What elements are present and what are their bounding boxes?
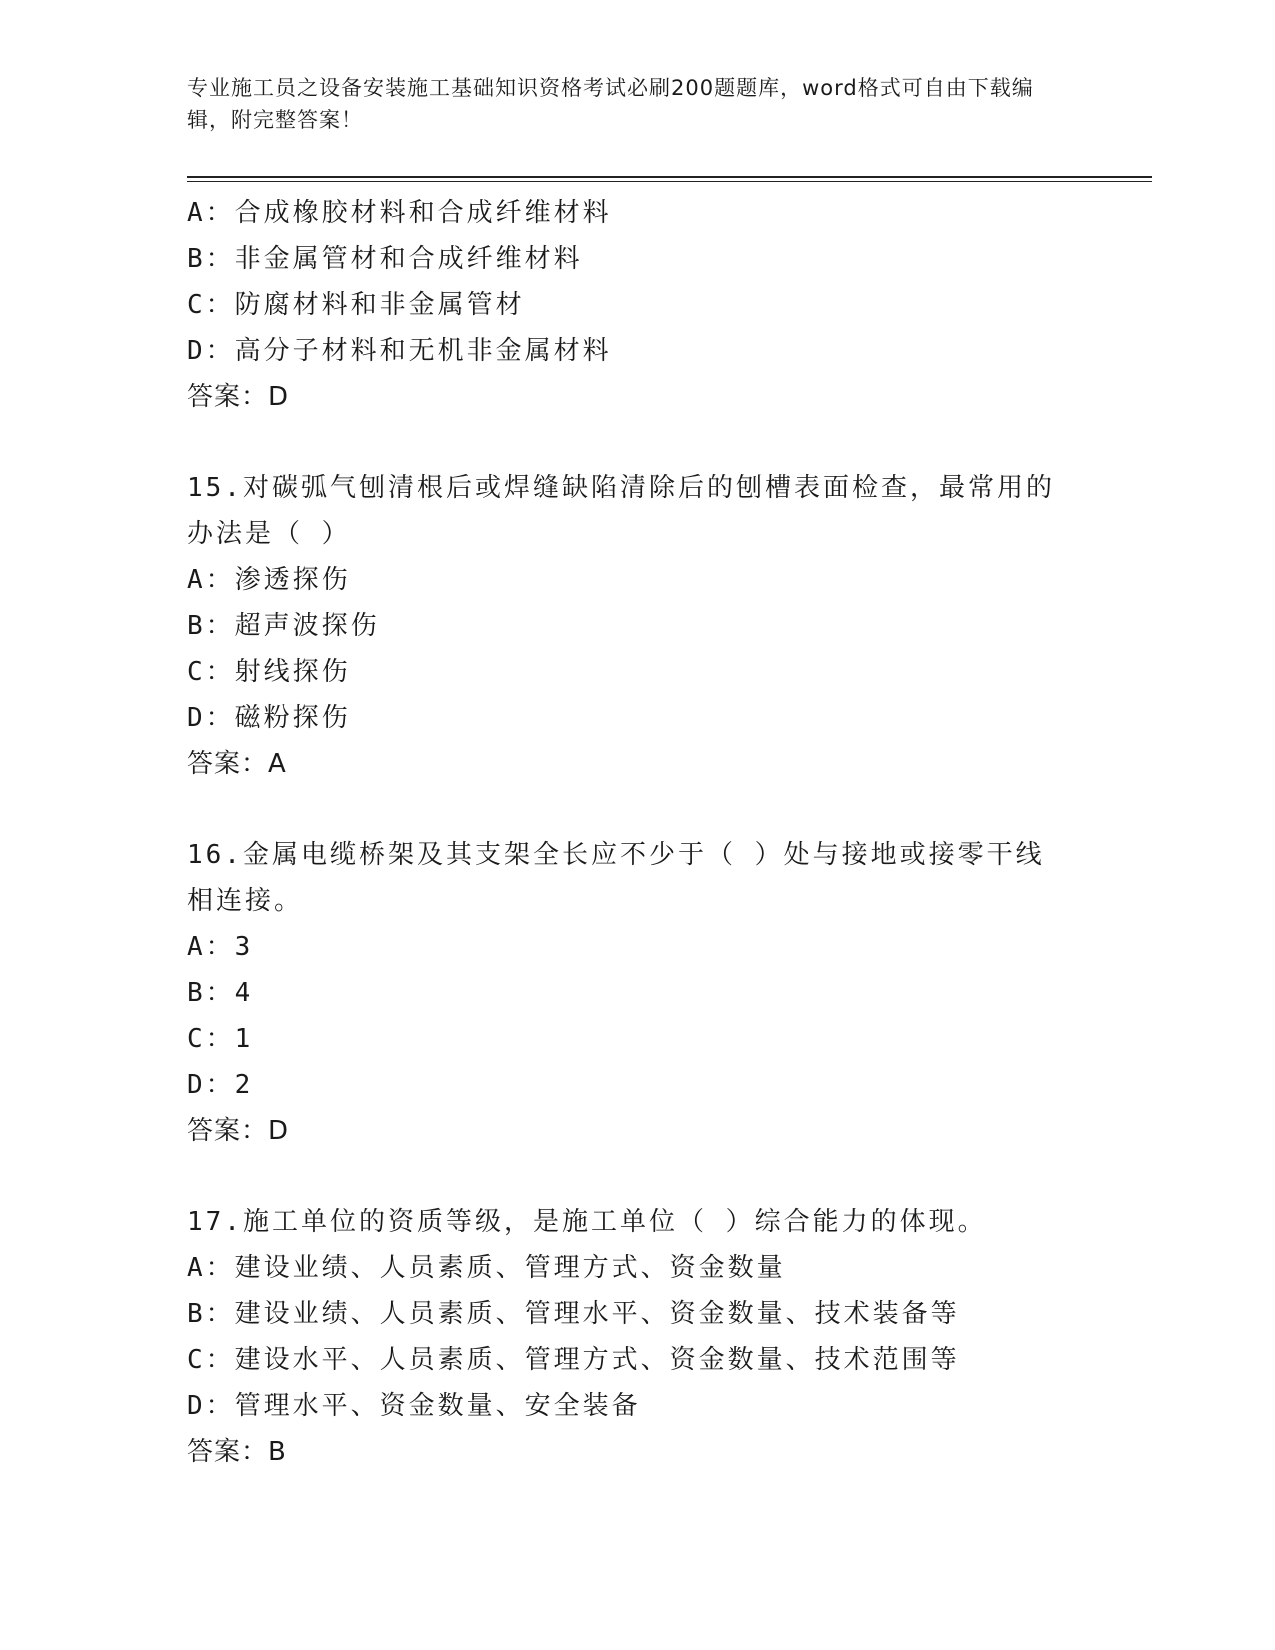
option-a: A：建设业绩、人员素质、管理方式、资金数量 [187, 1253, 786, 1283]
spacer [187, 420, 1067, 465]
question-text: 17.施工单位的资质等级，是施工单位（ ）综合能力的体现。 [187, 1207, 987, 1237]
option-text: 建设业绩、人员素质、管理水平、资金数量、技术装备等 [234, 1299, 960, 1329]
option-d: D：管理水平、资金数量、安全装备 [187, 1391, 641, 1421]
option-b: B：4 [187, 978, 254, 1008]
option-text: 3 [234, 932, 254, 962]
question-list [187, 190, 1067, 1475]
option-b: B：非金属管材和合成纤维材料 [187, 244, 583, 274]
answer-value: B [268, 1437, 287, 1467]
answer-value: D [268, 382, 290, 412]
spacer [187, 1154, 1067, 1199]
option-label: A [187, 198, 206, 228]
option-label: C [187, 1345, 206, 1375]
option-label: C [187, 290, 206, 320]
option-text: 管理水平、资金数量、安全装备 [234, 1391, 641, 1421]
option-c: C：射线探伤 [187, 657, 351, 687]
question-block-17 [187, 1199, 1067, 1475]
option-text: 建设业绩、人员素质、管理方式、资金数量 [234, 1253, 786, 1283]
answer-value: A [268, 749, 287, 779]
option-label: B [187, 1299, 206, 1329]
option-b: B：建设业绩、人员素质、管理水平、资金数量、技术装备等 [187, 1299, 960, 1329]
answer-line [187, 741, 1067, 787]
header-divider-thick [187, 176, 1152, 178]
option-label: D [187, 1070, 206, 1100]
option-a: A：渗透探伤 [187, 565, 351, 595]
option-label: D [187, 336, 206, 366]
option-label: A [187, 932, 206, 962]
option-label: D [187, 703, 206, 733]
option-label: B [187, 978, 206, 1008]
option-text: 4 [234, 978, 254, 1008]
option-text: 合成橡胶材料和合成纤维材料 [234, 198, 612, 228]
question-block-16 [187, 832, 1067, 1154]
option-a: A：3 [187, 932, 254, 962]
option-d: D：磁粉探伤 [187, 703, 351, 733]
option-c: C：防腐材料和非金属管材 [187, 290, 525, 320]
option-c: C：1 [187, 1024, 254, 1054]
answer-line [187, 1108, 1067, 1154]
option-b: B：超声波探伤 [187, 611, 380, 641]
document-header: 专业施工员之设备安装施工基础知识资格考试必刷200题题库，word格式可自由下载编辑，附完整答案！ [187, 76, 1034, 132]
option-text: 射线探伤 [234, 657, 351, 687]
option-text: 建设水平、人员素质、管理方式、资金数量、技术范围等 [234, 1345, 960, 1375]
answer-value: D [268, 1116, 290, 1146]
answer-line [187, 1429, 1067, 1475]
answer-label: 答案： [187, 1116, 269, 1146]
question-block-15 [187, 465, 1067, 787]
option-d: D：高分子材料和无机非金属材料 [187, 336, 612, 366]
answer-label: 答案： [187, 382, 269, 412]
option-text: 非金属管材和合成纤维材料 [234, 244, 583, 274]
question-text: 16.金属电缆桥架及其支架全长应不少于（ ）处与接地或接零干线相连接。 [187, 840, 1045, 916]
answer-label: 答案： [187, 1437, 269, 1467]
spacer [187, 787, 1067, 832]
option-label: B [187, 611, 206, 641]
option-label: C [187, 657, 206, 687]
option-text: 超声波探伤 [234, 611, 380, 641]
option-c: C：建设水平、人员素质、管理方式、资金数量、技术范围等 [187, 1345, 960, 1375]
option-text: 1 [234, 1024, 254, 1054]
option-label: A [187, 1253, 206, 1283]
answer-label: 答案： [187, 749, 269, 779]
option-text: 高分子材料和无机非金属材料 [234, 336, 612, 366]
question-block-14 [187, 190, 1067, 420]
option-text: 2 [234, 1070, 254, 1100]
answer-line [187, 374, 1067, 420]
header-divider-thin [187, 181, 1152, 182]
option-label: D [187, 1391, 206, 1421]
option-text: 磁粉探伤 [234, 703, 351, 733]
option-label: C [187, 1024, 206, 1054]
option-label: A [187, 565, 206, 595]
option-label: B [187, 244, 206, 274]
option-text: 防腐材料和非金属管材 [234, 290, 525, 320]
option-d: D：2 [187, 1070, 254, 1100]
question-text: 15.对碳弧气刨清根后或焊缝缺陷清除后的刨槽表面检查，最常用的办法是（ ） [187, 473, 1055, 549]
option-a: A：合成橡胶材料和合成纤维材料 [187, 198, 612, 228]
option-text: 渗透探伤 [234, 565, 351, 595]
